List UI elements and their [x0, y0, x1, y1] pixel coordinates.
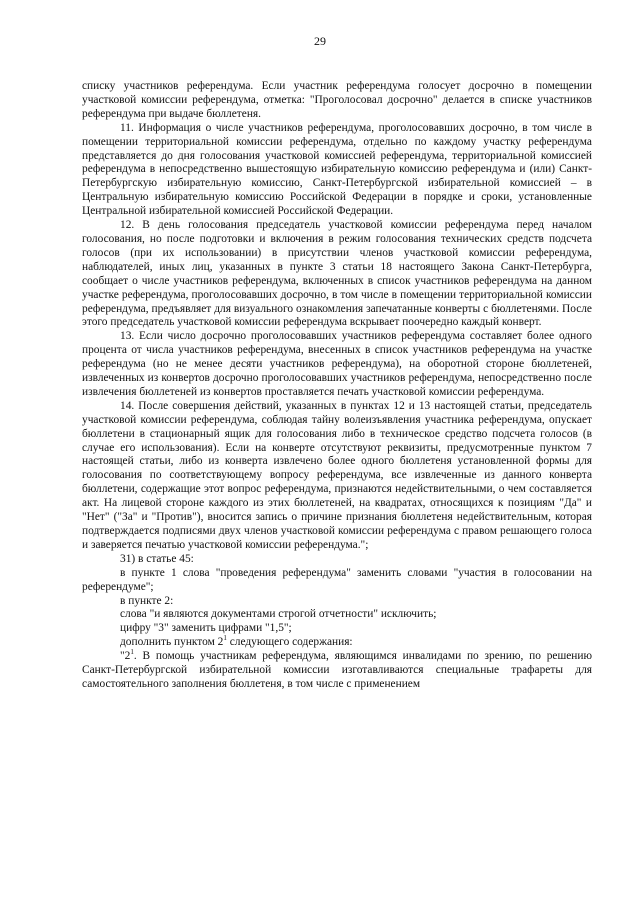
- paragraph-13: 13. Если число досрочно проголосовавших участников референдума составляет более одного процента от числа участников референдума, внесенных в список участников референдума на участке референдума (но не менее десяти участников референдума), на оборотной стороне бюллетеней, извлеченных из конвертов досрочно проголосовавших участников референдума, непосредственно после извлечения бюллетеней из конвертов проставляется печать участковой комиссии референдума.: [82, 330, 592, 398]
- new-point-2-1-text: . В помощь участникам референдума, являющимся инвалидами по зрению, по решению Санкт-Петербургской избирательной комиссии изготавливаются специальные трафареты для самостоятельного заполнения бюллетеня, в том числе с применением: [82, 650, 592, 690]
- paragraph-continuation: списку участников референдума. Если участник референдума голосует досрочно в помещении участковой комиссии референдума, отметка: "Проголосовал досрочно" делается в списке участников референдума при выдаче бюллетеня.: [82, 80, 592, 120]
- document-body: [82, 80, 592, 692]
- paragraph-14: 14. После совершения действий, указанных в пунктах 12 и 13 настоящей статьи, председатель участковой комиссии референдума, соблюдая тайну волеизъявления участника референдума, опускает бюллетени в стационарный ящик для голосования либо в техническое средство подсчета голосов (в случае его использования). Если на конверте отсутствуют реквизиты, предусмотренные пунктом 7 настоящей статьи, либо из конверта извлечено более одного бюллетеня установленной формы для голосования по соответствующему вопросу референдума, все извлеченные из данного конверта бюллетени, содержащие этот вопрос референдума, признаются недействительными, о чем составляется акт. На лицевой стороне каждого из этих бюллетеней, на квадратах, относящихся к позициям "Да" и "Нет" ("За" и "Против"), вносится запись о причине признания бюллетеня недействительным, которая подтверждается подписями двух членов участковой комиссии референдума с правом решающего голоса и заверяется печатью участковой комиссии референдума.";: [82, 399, 592, 551]
- new-point-2-1: [82, 650, 592, 692]
- paragraph-31: 31) в статье 45:: [120, 552, 194, 565]
- amendment-add-point-tail: следующего содержания:: [226, 636, 353, 649]
- superscript-1: 1: [130, 648, 134, 657]
- amendment-point-2: в пункте 2:: [120, 594, 174, 607]
- amendment-delete-words: слова "и являются документами строгой отчетности" исключить;: [120, 608, 437, 621]
- amendment-add-point: [82, 636, 592, 650]
- paragraph-12: 12. В день голосования председатель участковой комиссии референдума перед началом голосования, но после подготовки и включения в режим голосования технических средств подсчета голосов (при их использовании) в присутствии членов участковой комиссии референдума, наблюдателей, иных лиц, указанных в пункте 3 статьи 18 настоящего Закона Санкт-Петербурга, сообщает о числе участников референдума, включенных в список участников референдума на данном участке референдума, проголосовавших досрочно, в том числе в помещении территориальной комиссии референдума, предъявляет для визуального ознакомления запечатанные конверты с бюллетенями. После этого председатель участковой комиссии референдума вскрывает поочередно каждый конверт.: [82, 219, 592, 329]
- amendment-add-point-text: дополнить пунктом 2: [120, 636, 224, 649]
- page-number: 29: [314, 34, 326, 48]
- amendment-point-1: в пункте 1 слова "проведения референдума" заменить словами "участия в голосовании на референдуме";: [82, 566, 592, 593]
- amendment-replace-digit: цифру "3" заменить цифрами "1,5";: [120, 622, 292, 635]
- new-point-2-1-number: "2: [120, 650, 131, 663]
- paragraph-11: 11. Информация о числе участников референдума, проголосовавших досрочно, в том числе в помещении территориальной комиссии референдума, отдельно по каждому участку референдума представляется до дня голосования участковой комиссией референдума, территориальной комиссией референдума в непосредственно вышестоящую избирательную комиссию референдума и (или) Санкт-Петербургскую избирательную комиссию, Санкт-Петербургской избирательной комиссией – в Центральную избирательную комиссию Российской Федерации в порядке и сроки, установленные Центральной избирательной комиссией Российской Федерации.: [82, 121, 592, 218]
- superscript-1: 1: [223, 634, 227, 643]
